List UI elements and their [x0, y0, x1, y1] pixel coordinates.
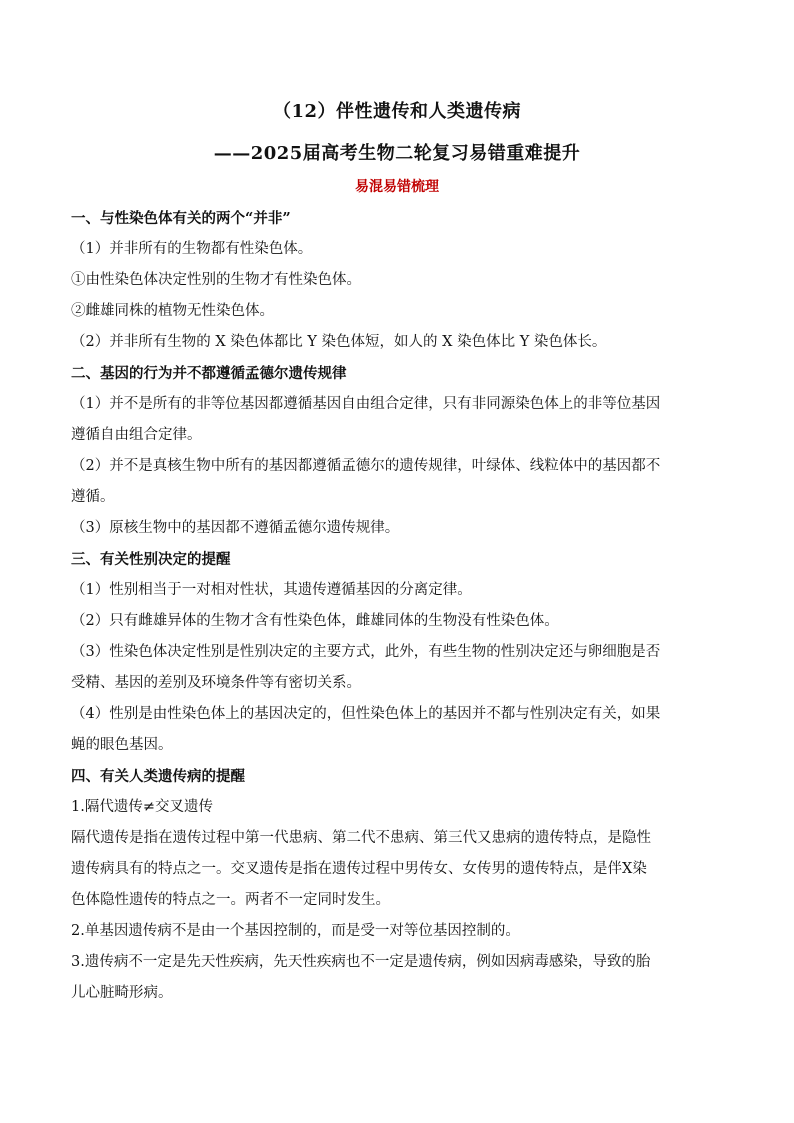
paragraph-line: （1）性别相当于一对相对性状，其遗传遵循基因的分离定律。 — [71, 582, 472, 598]
paragraph-line: （3）原核生物中的基因都不遵循孟德尔遗传规律。 — [71, 520, 400, 536]
document-title: （12）伴性遗传和人类遗传病 — [272, 101, 522, 122]
document-body — [71, 203, 725, 1009]
paragraph-line: 遵循自由组合定律。 — [71, 427, 202, 443]
paragraph-line: （1）并非所有的生物都有性染色体。 — [71, 241, 313, 257]
paragraph-line: ①由性染色体决定性别的生物才有性染色体。 — [71, 272, 361, 288]
paragraph-line: （4）性别是由性染色体上的基因决定的，但性染色体上的基因并不都与性别决定有关，如果 — [71, 706, 661, 722]
paragraph-line: 1.隔代遗传≠交叉遗传 — [71, 799, 213, 815]
document-title-subline: ——2025届高考生物二轮复习易错重难提升 — [213, 143, 581, 164]
paragraph-line: （1）并不是所有的非等位基因都遵循基因自由组合定律，只有非同源染色体上的非等位基因 — [71, 396, 661, 412]
paragraph-line: 蝇的眼色基因。 — [71, 737, 173, 753]
section-heading-3: 三、有关性别决定的提醒 — [71, 551, 231, 568]
paragraph-line: （2）并非所有生物的 X 染色体都比 Y 染色体短，如人的 X 染色体比 Y 染色体长。 — [71, 334, 607, 350]
paragraph-line: ②雌雄同株的植物无性染色体。 — [71, 303, 274, 319]
paragraph-line: 色体隐性遗传的特点之一。两者不一定同时发生。 — [71, 892, 390, 908]
paragraph-line: 儿心脏畸形病。 — [71, 985, 173, 1001]
paragraph-line: 3.遗传病不一定是先天性疾病，先天性疾病也不一定是遗传病，例如因病毒感染，导致的胎 — [71, 954, 651, 970]
section-heading-4: 四、有关人类遗传病的提醒 — [71, 768, 245, 785]
paragraph-line: 遵循。 — [71, 489, 115, 505]
section-label: 易混易错梳理 — [355, 179, 439, 195]
paragraph-line: （2）并不是真核生物中所有的基因都遵循孟德尔的遗传规律，叶绿体、线粒体中的基因都不 — [71, 458, 661, 474]
section-heading-2: 二、基因的行为并不都遵循孟德尔遗传规律 — [71, 365, 347, 382]
paragraph-line: 2.单基因遗传病不是由一个基因控制的，而是受一对等位基因控制的。 — [71, 923, 520, 939]
paragraph-line: 遗传病具有的特点之一。交叉遗传是指在遗传过程中男传女、女传男的遗传特点，是伴X染 — [71, 861, 647, 877]
paragraph-line: （2）只有雌雄异体的生物才含有性染色体，雌雄同体的生物没有性染色体。 — [71, 613, 559, 629]
section-heading-1: 一、与性染色体有关的两个“并非” — [71, 210, 291, 227]
paragraph-line: 隔代遗传是指在遗传过程中第一代患病、第二代不患病、第三代又患病的遗传特点，是隐性 — [71, 830, 651, 846]
paragraph-line: 受精、基因的差别及环境条件等有密切关系。 — [71, 675, 361, 691]
paragraph-line: （3）性染色体决定性别是性别决定的主要方式，此外，有些生物的性别决定还与卵细胞是否 — [71, 644, 661, 660]
